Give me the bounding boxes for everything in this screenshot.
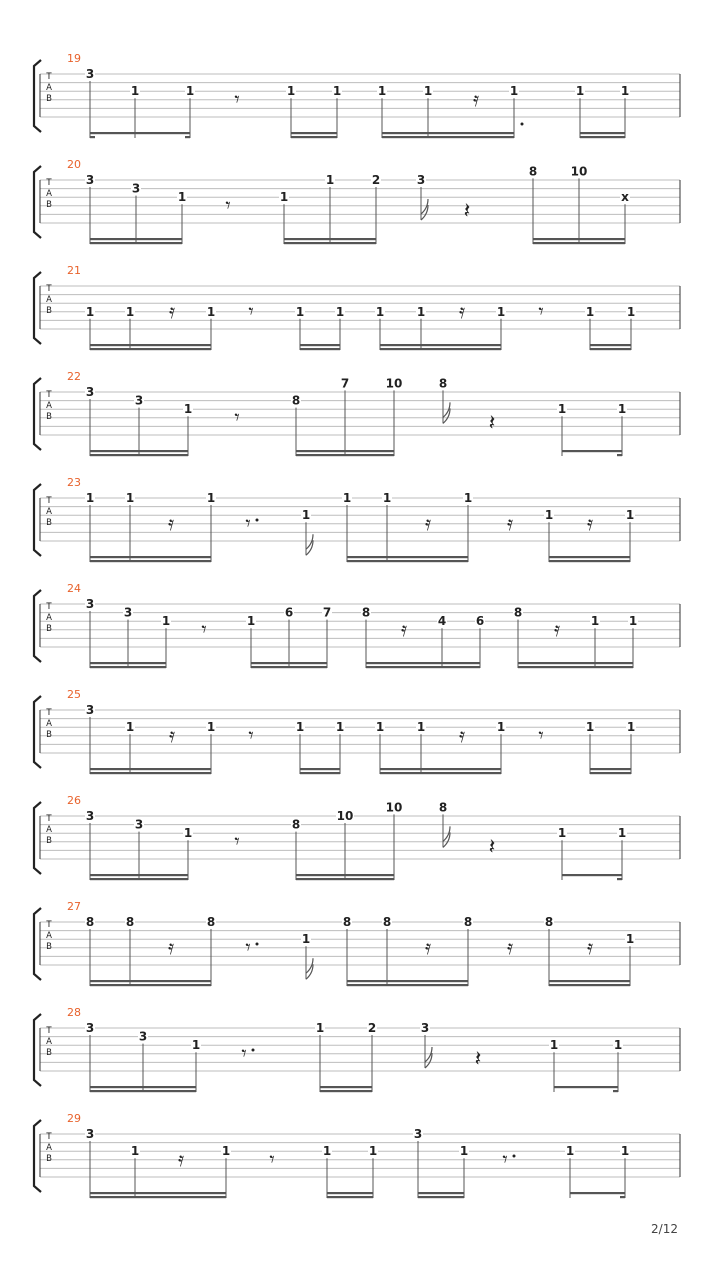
eighth-rest: 𝄿: [506, 511, 514, 535]
fret-number: 3: [85, 703, 95, 717]
beam: [380, 772, 501, 774]
tab-clef-letter: A: [46, 507, 52, 517]
bar-number: 28: [67, 1006, 81, 1019]
fret-number: 3: [85, 809, 95, 823]
eighth-rest: 𝄾: [538, 299, 544, 323]
beam: [291, 136, 337, 138]
fret-number: 3: [413, 1127, 423, 1141]
tab-clef-letter: B: [46, 942, 52, 952]
beam-stub: [613, 1090, 618, 1092]
fret-number: 1: [416, 304, 426, 319]
fret-number: 1: [185, 84, 195, 99]
fret-number: 1: [375, 720, 385, 735]
fret-number: 1: [625, 932, 635, 947]
tab-clef-letter: A: [46, 825, 52, 835]
beam: [90, 238, 182, 240]
fret-number: 8: [125, 915, 135, 929]
fret-number: 4: [437, 614, 447, 629]
eighth-rest: 𝄾: [248, 299, 254, 323]
beam: [284, 238, 376, 240]
eighth-rest: 𝄿: [168, 299, 176, 323]
tab-system-20: [34, 158, 680, 244]
fret-number: 8: [291, 393, 301, 408]
fret-number: 2: [371, 173, 381, 187]
fret-number: 1: [382, 491, 392, 505]
fret-number: 8: [463, 915, 473, 929]
beam: [300, 772, 340, 774]
eighth-rest: 𝄾: [269, 1147, 275, 1171]
beam: [382, 136, 514, 138]
fret-number: 8: [513, 605, 523, 620]
beam: [580, 136, 625, 138]
beam: [300, 344, 340, 346]
tab-system-27: [34, 900, 680, 986]
tab-clef-letter: T: [46, 814, 52, 824]
fret-number: 1: [544, 508, 554, 523]
tab-clef-letter: B: [46, 518, 52, 528]
beam: [90, 666, 166, 668]
bar-number: 26: [67, 794, 81, 807]
fret-number: 10: [570, 164, 588, 179]
beam: [366, 662, 480, 664]
bar-number: 21: [67, 264, 81, 277]
fret-number: 6: [475, 614, 485, 629]
eighth-rest: 𝄿: [553, 617, 561, 641]
beam: [549, 560, 630, 562]
beam: [562, 450, 622, 452]
tab-clef-letter: B: [46, 1048, 52, 1058]
fret-number: 1: [322, 1144, 332, 1159]
fret-number: 1: [85, 304, 95, 319]
fret-number: 1: [85, 491, 95, 505]
bar-number: 19: [67, 52, 81, 65]
beam: [90, 768, 211, 770]
beam: [380, 348, 501, 350]
eighth-rest: 𝄾: [245, 935, 251, 959]
bar-number: 27: [67, 900, 81, 913]
fret-number: 1: [125, 491, 135, 505]
tab-clef-letter: T: [46, 496, 52, 506]
quarter-rest: 𝄽: [474, 1047, 482, 1072]
tab-clef-letter: B: [46, 306, 52, 316]
bar-number: 25: [67, 688, 81, 701]
rest-dot: [513, 1155, 516, 1158]
tab-clef-letter: A: [46, 931, 52, 941]
fret-number: 8: [361, 605, 371, 620]
eighth-rest: 𝄾: [234, 405, 240, 429]
fret-number: 1: [125, 720, 135, 735]
fret-number: 3: [416, 173, 426, 187]
fret-number: 1: [557, 826, 567, 841]
tab-clef-letter: T: [46, 72, 52, 82]
fret-number: 1: [496, 720, 506, 735]
quarter-rest: 𝄽: [488, 411, 496, 436]
tab-clef-letter: A: [46, 719, 52, 729]
fret-number: 1: [375, 304, 385, 319]
tab-clef-letter: T: [46, 178, 52, 188]
tab-clef-letter: B: [46, 624, 52, 634]
tab-clef-letter: B: [46, 200, 52, 210]
fret-number: 1: [509, 84, 519, 99]
beam: [347, 980, 468, 982]
beam: [366, 666, 480, 668]
beam: [590, 768, 631, 770]
eighth-rest: 𝄾: [245, 511, 251, 535]
fret-number: 1: [617, 402, 627, 417]
eighth-rest: 𝄿: [424, 935, 432, 959]
beam-stub: [617, 878, 622, 880]
tab-clef-letter: B: [46, 836, 52, 846]
beam: [251, 662, 327, 664]
fret-number: 1: [626, 720, 636, 735]
fret-number: 3: [85, 385, 95, 399]
fret-number: 1: [585, 304, 595, 319]
fret-number: 1: [130, 84, 140, 99]
eighth-rest: 𝄿: [506, 935, 514, 959]
eighth-rest: 𝄾: [234, 87, 240, 111]
fret-number: 1: [130, 1144, 140, 1159]
fret-number: 1: [496, 304, 506, 319]
bar-number: 23: [67, 476, 81, 489]
beam: [533, 238, 625, 240]
fret-number: 1: [191, 1038, 201, 1053]
beam: [518, 662, 633, 664]
eighth-rest: 𝄿: [586, 511, 594, 535]
beam: [347, 556, 468, 558]
beam: [284, 242, 376, 244]
fret-number: 1: [549, 1038, 559, 1053]
fret-number: 2: [367, 1021, 377, 1035]
fret-number: 1: [626, 304, 636, 319]
fret-number: 1: [295, 304, 305, 319]
tab-system-25: [34, 688, 680, 774]
beam-stub: [620, 1196, 625, 1198]
beam: [90, 132, 190, 134]
fret-number: 8: [438, 800, 448, 815]
quarter-rest: 𝄽: [463, 199, 471, 224]
bar-number: 29: [67, 1112, 81, 1125]
fret-number: 1: [177, 190, 187, 205]
fret-number: 1: [206, 491, 216, 505]
fret-number: 6: [284, 605, 294, 620]
fret-number: 1: [459, 1144, 469, 1159]
eighth-rest: 𝄾: [241, 1041, 247, 1065]
eighth-rest: 𝄿: [167, 935, 175, 959]
beam: [382, 132, 514, 134]
beam: [90, 560, 211, 562]
fret-number: 1: [206, 720, 216, 735]
fret-number: 7: [322, 605, 332, 620]
fret-number: 8: [528, 164, 538, 179]
beam: [296, 454, 394, 456]
tab-system-23: [34, 476, 680, 562]
beam: [90, 454, 188, 456]
beam: [347, 984, 468, 986]
tab-clef-letter: T: [46, 1026, 52, 1036]
fret-number: 1: [335, 720, 345, 735]
beam: [90, 344, 211, 346]
tab-clef-letter: T: [46, 602, 52, 612]
fret-number: 8: [85, 915, 95, 929]
beam: [562, 874, 622, 876]
beam: [327, 1196, 373, 1198]
beam: [90, 772, 211, 774]
fret-number: 8: [206, 915, 216, 929]
eighth-rest: 𝄾: [502, 1147, 508, 1171]
beam: [90, 874, 188, 876]
fret-number: 1: [575, 84, 585, 99]
beam: [380, 768, 501, 770]
fret-number: 3: [85, 67, 95, 81]
beam: [320, 1086, 372, 1088]
beam: [549, 984, 630, 986]
fret-number: 1: [206, 304, 216, 319]
beam: [518, 666, 633, 668]
beam: [590, 344, 631, 346]
fret-number: 1: [161, 614, 171, 629]
eighth-rest: 𝄾: [538, 723, 544, 747]
beam: [380, 344, 501, 346]
fret-number: 1: [301, 508, 311, 523]
fret-number: 3: [85, 597, 95, 611]
beam: [327, 1192, 373, 1194]
fret-number: 1: [286, 84, 296, 99]
beam: [296, 878, 394, 880]
fret-number: 3: [123, 605, 133, 620]
fret-number: 8: [382, 915, 392, 929]
fret-number: 10: [385, 800, 403, 815]
fret-number: 3: [134, 393, 144, 408]
tab-clef-letter: B: [46, 94, 52, 104]
eighth-rest: 𝄾: [225, 193, 231, 217]
beam: [90, 662, 166, 664]
fret-number: 1: [628, 614, 638, 629]
eighth-rest: 𝄿: [472, 87, 480, 111]
fret-number: 1: [416, 720, 426, 735]
beam: [90, 1192, 226, 1194]
fret-number: 8: [438, 376, 448, 391]
rest-dot: [256, 943, 259, 946]
fret-number: 1: [279, 190, 289, 205]
fret-number: 8: [544, 915, 554, 929]
beam-stub: [617, 454, 622, 456]
fret-number: 1: [423, 84, 433, 99]
bar-number: 22: [67, 370, 81, 383]
fret-number: 1: [183, 826, 193, 841]
fret-number: x: [621, 190, 629, 205]
beam-stub: [90, 136, 95, 138]
bar-number: 24: [67, 582, 81, 595]
fret-number: 1: [315, 1021, 325, 1035]
tab-clef-letter: B: [46, 1154, 52, 1164]
fret-number: 1: [617, 826, 627, 841]
fret-number: 3: [85, 1021, 95, 1035]
fret-number: 1: [332, 84, 342, 99]
eighth-rest: 𝄿: [458, 723, 466, 747]
fret-number: 1: [342, 491, 352, 505]
eighth-rest: 𝄿: [586, 935, 594, 959]
beam: [296, 450, 394, 452]
beam: [90, 984, 211, 986]
bar-number: 20: [67, 158, 81, 171]
beam: [300, 348, 340, 350]
page-number: 2/12: [651, 1222, 678, 1236]
fret-number: 8: [342, 915, 352, 929]
tab-system-22: [34, 370, 680, 456]
fret-number: 1: [585, 720, 595, 735]
eighth-rest: 𝄾: [201, 617, 207, 641]
quarter-rest: 𝄽: [488, 835, 496, 860]
eighth-rest: 𝄾: [234, 829, 240, 853]
fret-number: 1: [295, 720, 305, 735]
tab-clef-letter: B: [46, 730, 52, 740]
tab-clef-letter: A: [46, 189, 52, 199]
beam: [90, 348, 211, 350]
beam-stub: [185, 136, 190, 138]
tab-clef-letter: A: [46, 83, 52, 93]
fret-number: 1: [565, 1144, 575, 1159]
rest-dot: [252, 1049, 255, 1052]
beam: [90, 980, 211, 982]
beam: [549, 980, 630, 982]
fret-number: 1: [368, 1144, 378, 1159]
fret-number: 1: [125, 304, 135, 319]
beam: [347, 560, 468, 562]
fret-number: 1: [620, 84, 630, 99]
beam: [251, 666, 327, 668]
tab-system-26: [34, 794, 680, 880]
fret-number: 8: [291, 817, 301, 832]
beam: [418, 1192, 464, 1194]
fret-number: 3: [134, 817, 144, 832]
fret-number: 1: [590, 614, 600, 629]
eighth-rest: 𝄿: [458, 299, 466, 323]
tab-system-19: [34, 52, 680, 138]
beam: [90, 1196, 226, 1198]
fret-number: 1: [325, 173, 335, 187]
fret-number: 3: [138, 1029, 148, 1044]
fret-number: 7: [340, 376, 350, 391]
tab-system-24: [34, 582, 680, 668]
eighth-rest: 𝄿: [168, 723, 176, 747]
fret-number: 1: [377, 84, 387, 99]
beam: [300, 768, 340, 770]
beam: [296, 874, 394, 876]
beam: [90, 1086, 196, 1088]
fret-number: 1: [246, 614, 256, 629]
beam: [90, 1090, 196, 1092]
eighth-rest: 𝄿: [177, 1147, 185, 1171]
fret-number: 1: [463, 491, 473, 505]
beam: [580, 132, 625, 134]
tab-system-29: [34, 1112, 680, 1198]
fret-number: 1: [625, 508, 635, 523]
fret-number: 3: [420, 1021, 430, 1035]
beam: [590, 772, 631, 774]
beam: [418, 1196, 464, 1198]
tab-clef-letter: T: [46, 920, 52, 930]
beam: [320, 1090, 372, 1092]
tab-clef-letter: T: [46, 390, 52, 400]
beam: [90, 450, 188, 452]
eighth-rest: 𝄾: [248, 723, 254, 747]
tab-clef-letter: T: [46, 284, 52, 294]
beam: [533, 242, 625, 244]
tab-clef-letter: T: [46, 1132, 52, 1142]
beam: [590, 348, 631, 350]
fret-number: 3: [85, 173, 95, 187]
fret-number: 1: [221, 1144, 231, 1159]
fret-number: 1: [335, 304, 345, 319]
fret-number: 1: [620, 1144, 630, 1159]
fret-number: 1: [557, 402, 567, 417]
beam: [554, 1086, 618, 1088]
eighth-rest: 𝄿: [167, 511, 175, 535]
beam: [90, 242, 182, 244]
fret-number: 1: [183, 402, 193, 417]
fret-number: 10: [385, 376, 403, 391]
rest-dot: [256, 519, 259, 522]
tab-clef-letter: A: [46, 1143, 52, 1153]
fret-number: 1: [301, 932, 311, 947]
beam: [90, 878, 188, 880]
fret-number: 3: [85, 1127, 95, 1141]
fret-number: 1: [613, 1038, 623, 1053]
tab-clef-letter: A: [46, 295, 52, 305]
tab-clef-letter: A: [46, 613, 52, 623]
tab-clef-letter: T: [46, 708, 52, 718]
tab-system-21: [34, 264, 680, 350]
tab-clef-letter: B: [46, 412, 52, 422]
note-dot: [521, 123, 524, 126]
beam: [90, 556, 211, 558]
beam: [291, 132, 337, 134]
tab-clef-letter: A: [46, 1037, 52, 1047]
tab-system-28: [34, 1006, 680, 1092]
tab-clef-letter: A: [46, 401, 52, 411]
beam: [549, 556, 630, 558]
fret-number: 3: [131, 181, 141, 196]
eighth-rest: 𝄿: [400, 617, 408, 641]
eighth-rest: 𝄿: [424, 511, 432, 535]
beam: [570, 1192, 625, 1194]
fret-number: 10: [336, 809, 354, 823]
